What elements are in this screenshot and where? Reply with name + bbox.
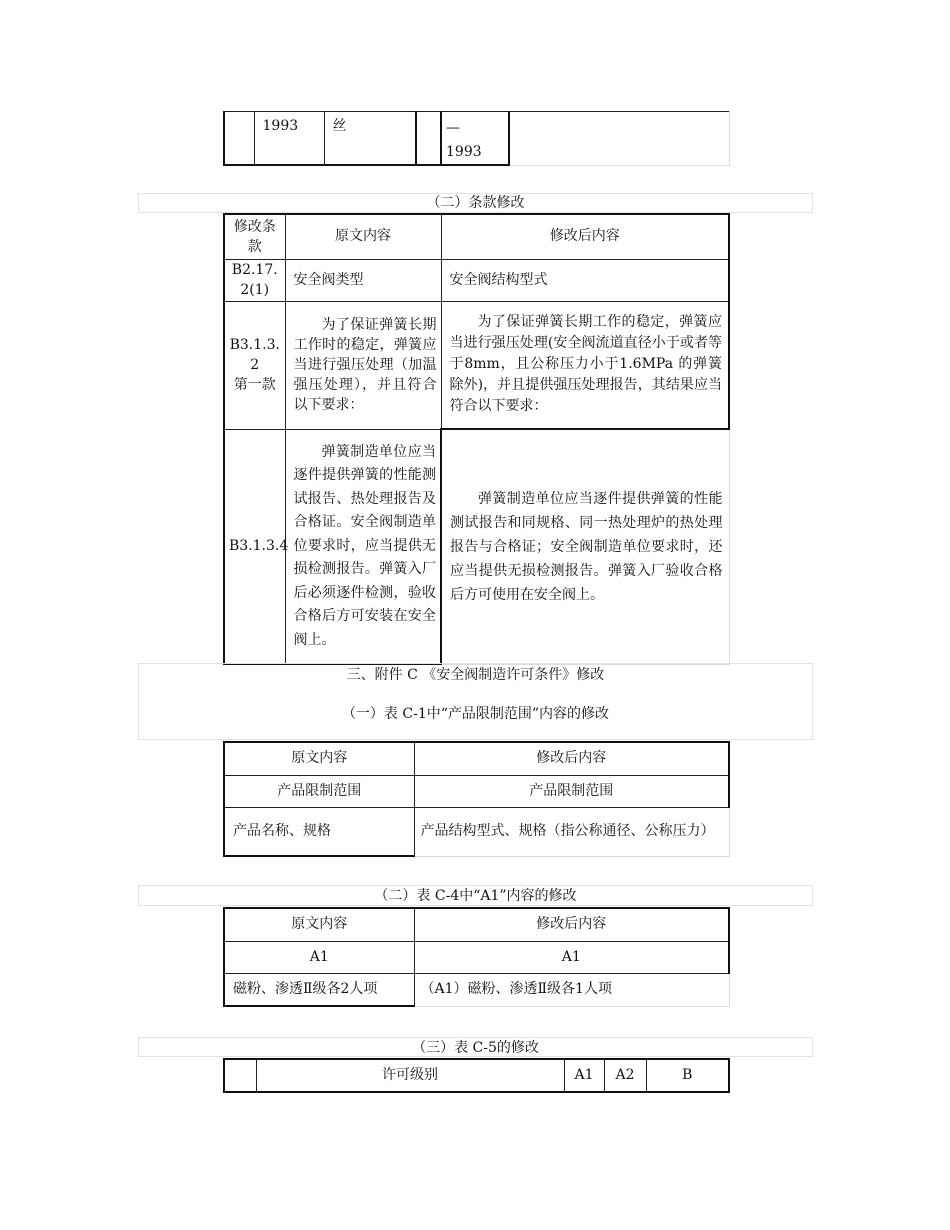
table-c1 <box>223 741 730 857</box>
section-c-sub2: （二）表 C-4中“A1”内容的修改 <box>374 888 577 904</box>
row3-original: 弹簧制造单位应当逐件提供弹簧的性能测试报告、热处理报告及合格证。安全阀制造单位要求时，应当提供无损检测报告。弹簧入厂后必须逐件检测，验收合格后方可安装在安全阀上。 <box>285 429 441 664</box>
section-c-sub1: （一）表 C-1中“产品限制范围”内容的修改 <box>341 706 610 722</box>
row2-revised: 为了保证弹簧长期工作的稳定，弹簧应当进行强压处理(安全阀流道直径小于或者等于8mm，且公称压力小于1.6MPa 的弹簧除外)，并且提供强压处理报告，其结果应当符合以下要求： <box>441 301 729 429</box>
top-table <box>223 111 730 166</box>
top-cell-0 <box>224 112 254 166</box>
row1-revised: 安全阀结构型式 <box>441 259 729 301</box>
top-cell-silk: 丝 <box>324 112 416 166</box>
c1-row2-revised: 产品结构型式、规格（指公称通径、公称压力） <box>414 807 729 856</box>
row3-clause: B3.1.3.4 <box>224 429 285 664</box>
c4-row2-revised: （A1）磁粉、渗透Ⅱ级各1人项 <box>414 973 729 1006</box>
c4-header-original: 原文内容 <box>224 908 414 941</box>
c4-row2-original: 磁粉、渗透Ⅱ级各2人项 <box>224 973 414 1006</box>
c5-cell-blank <box>224 1059 256 1092</box>
c5-cell-b: B <box>646 1059 729 1092</box>
clause-table <box>223 213 730 665</box>
top-cell-5 <box>509 112 729 166</box>
c1-header-revised: 修改后内容 <box>414 742 729 775</box>
c4-header-revised: 修改后内容 <box>414 908 729 941</box>
c5-cell-a2: A2 <box>604 1059 646 1092</box>
row1-clause: B2.17.2(1) <box>224 259 285 301</box>
top-cell-dash-year: — 1993 <box>441 112 509 166</box>
c1-header-original: 原文内容 <box>224 742 414 775</box>
table-c5 <box>223 1058 730 1093</box>
c1-row1-revised: 产品限制范围 <box>414 775 729 807</box>
c1-row1-original: 产品限制范围 <box>224 775 414 807</box>
top-cell-year: 1993 <box>254 112 324 166</box>
row3-revised: 弹簧制造单位应当逐件提供弹簧的性能测试报告和同规格、同一热处理炉的热处理报告与合格证；安全阀制造单位要求时，还应当提供无损检测报告。弹簧入厂验收合格后方可使用在安全阀上。 <box>441 429 729 664</box>
clause-caption: （二）条款修改 <box>426 195 525 211</box>
section-c-heading: 三、附件 C 《安全阀制造许可条件》修改 <box>346 667 605 683</box>
table-c4 <box>223 907 730 1007</box>
c4-row1-original: A1 <box>224 941 414 973</box>
c1-row2-original: 产品名称、规格 <box>224 807 414 856</box>
top-cell-3 <box>416 112 441 166</box>
header-revised: 修改后内容 <box>441 214 729 259</box>
c5-cell-level: 许可级别 <box>256 1059 564 1092</box>
row2-original: 为了保证弹簧长期工作时的稳定，弹簧应当进行强压处理（加温强压处理），并且符合以下要求： <box>285 301 441 429</box>
c4-row1-revised: A1 <box>414 941 729 973</box>
row1-original: 安全阀类型 <box>285 259 441 301</box>
header-clause: 修改条款 <box>224 214 285 259</box>
row2-clause: B3.1.3.2 第一款 <box>224 301 285 429</box>
section-c-sub3: （三）表 C-5的修改 <box>412 1040 539 1056</box>
header-original: 原文内容 <box>285 214 441 259</box>
c5-cell-a1: A1 <box>564 1059 604 1092</box>
